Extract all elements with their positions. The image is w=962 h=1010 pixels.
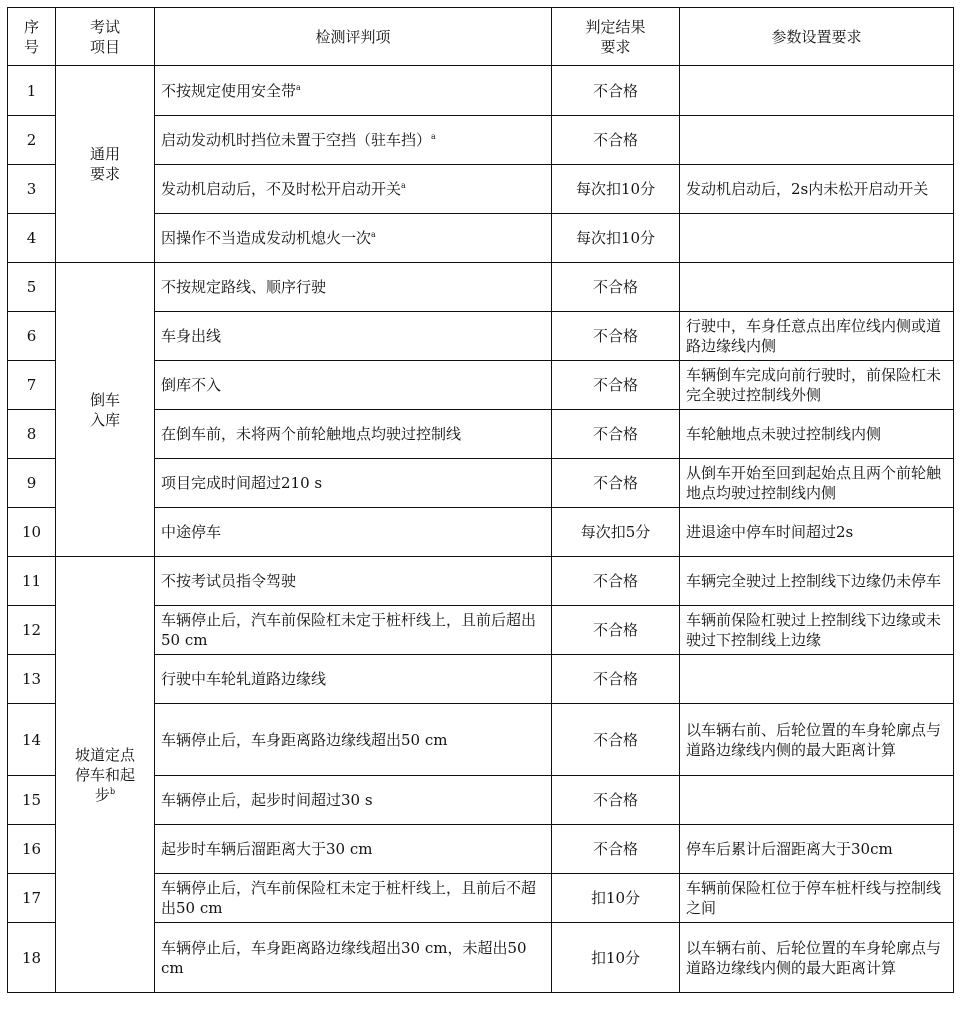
item-text: 倒库不入: [161, 376, 222, 394]
footnote-mark: b: [109, 786, 116, 796]
item-text: 发动机启动后，不及时松开启动开关: [161, 180, 402, 198]
item-text: 项目完成时间超过210 s: [161, 474, 323, 492]
row-number: 6: [8, 312, 56, 361]
params-cell: 进退途中停车时间超过2s: [680, 508, 954, 557]
category-cell: [56, 66, 155, 263]
item-text: 车辆停止后，起步时间超过30 s: [161, 791, 373, 809]
params-cell: 发动机启动后，2s内未松开启动开关: [680, 165, 954, 214]
item-cell: [155, 116, 552, 165]
row-number: 17: [8, 874, 56, 923]
params-cell: 车轮触地点未驶过控制线内侧: [680, 410, 954, 459]
result-cell: 每次扣10分: [552, 214, 680, 263]
item-text: 因操作不当造成发动机熄火一次: [161, 229, 372, 247]
params-cell: 车辆倒车完成向前行驶时，前保险杠未完全驶过控制线外侧: [680, 361, 954, 410]
item-text: 车身出线: [161, 327, 222, 345]
row-number: 8: [8, 410, 56, 459]
item-text: 车辆停止后，汽车前保险杠未定于桩杆线上，且前后超出50 cm: [161, 611, 537, 649]
result-cell: 扣10分: [552, 923, 680, 993]
result-cell: 不合格: [552, 655, 680, 704]
params-cell: [680, 263, 954, 312]
item-text: 中途停车: [161, 523, 222, 541]
header-params: 参数设置要求: [680, 8, 954, 66]
result-cell: 不合格: [552, 66, 680, 116]
footnote-mark: a: [401, 181, 406, 190]
row-number: 7: [8, 361, 56, 410]
footnote-mark: a: [431, 132, 436, 141]
item-cell: [155, 606, 552, 655]
params-cell: [680, 776, 954, 825]
result-cell: 不合格: [552, 361, 680, 410]
header-row: [8, 8, 954, 66]
item-cell: [155, 874, 552, 923]
header-no: 序号: [8, 8, 56, 66]
params-cell: 车辆前保险杠驶过上控制线下边缘或未驶过下控制线上边缘: [680, 606, 954, 655]
item-cell: [155, 263, 552, 312]
category-label: 坡道定点停车和起步$^b$: [74, 745, 135, 804]
category-label: 通用要求: [89, 145, 120, 183]
row-number: 14: [8, 704, 56, 776]
result-cell: 每次扣5分: [552, 508, 680, 557]
item-text: 起步时车辆后溜距离大于30 cm: [161, 840, 373, 858]
item-text: 启动发动机时挡位未置于空挡（驻车挡）: [161, 131, 432, 149]
item-cell: [155, 923, 552, 993]
item-cell: [155, 655, 552, 704]
item-cell: [155, 165, 552, 214]
row-number: 18: [8, 923, 56, 993]
result-cell: 不合格: [552, 410, 680, 459]
item-text: 不按考试员指令驾驶: [161, 572, 297, 590]
item-cell: [155, 66, 552, 116]
item-cell: [155, 214, 552, 263]
exam-criteria-table: [7, 7, 954, 993]
item-cell: [155, 825, 552, 874]
params-cell: 以车辆右前、后轮位置的车身轮廓点与道路边缘线内侧的最大距离计算: [680, 704, 954, 776]
row-number: 11: [8, 557, 56, 606]
result-cell: 不合格: [552, 776, 680, 825]
params-cell: 以车辆右前、后轮位置的车身轮廓点与道路边缘线内侧的最大距离计算: [680, 923, 954, 993]
params-cell: 从倒车开始至回到起始点且两个前轮触地点均驶过控制线内侧: [680, 459, 954, 508]
item-text: 车辆停止后，车身距离路边缘线超出30 cm，未超出50 cm: [161, 938, 527, 977]
item-text: 车辆停止后，汽车前保险杠未定于桩杆线上，且前后不超出50 cm: [161, 879, 537, 917]
item-text: 车辆停止后，车身距离路边缘线超出50 cm: [161, 730, 448, 749]
table-row: [8, 263, 954, 312]
table-row: [8, 557, 954, 606]
header-item: 检测评判项: [155, 8, 552, 66]
row-number: 4: [8, 214, 56, 263]
params-cell: [680, 66, 954, 116]
item-cell: [155, 312, 552, 361]
table-row: [8, 66, 954, 116]
result-cell: 不合格: [552, 825, 680, 874]
result-cell: 不合格: [552, 606, 680, 655]
item-text: 行驶中车轮轧道路边缘线: [161, 670, 327, 688]
row-number: 16: [8, 825, 56, 874]
item-cell: [155, 557, 552, 606]
item-cell: [155, 459, 552, 508]
row-number: 10: [8, 508, 56, 557]
row-number: 1: [8, 66, 56, 116]
result-cell: 扣10分: [552, 874, 680, 923]
params-cell: 停车后累计后溜距离大于30cm: [680, 825, 954, 874]
result-cell: 不合格: [552, 116, 680, 165]
params-cell: 车辆完全驶过上控制线下边缘仍未停车: [680, 557, 954, 606]
item-text: 不按规定使用安全带: [161, 81, 297, 100]
header-category: 考试项目: [56, 8, 155, 66]
params-cell: 车辆前保险杠位于停车桩杆线与控制线之间: [680, 874, 954, 923]
category-label: 倒车入库: [89, 390, 120, 429]
header-result: 判定结果要求: [552, 8, 680, 66]
category-cell: [56, 263, 155, 557]
result-cell: 不合格: [552, 557, 680, 606]
row-number: 2: [8, 116, 56, 165]
row-number: 15: [8, 776, 56, 825]
item-cell: [155, 704, 552, 776]
result-cell: 每次扣10分: [552, 165, 680, 214]
footnote-mark: a: [296, 82, 301, 92]
row-number: 5: [8, 263, 56, 312]
params-cell: [680, 116, 954, 165]
params-cell: [680, 214, 954, 263]
item-text: 在倒车前，未将两个前轮触地点均驶过控制线: [161, 425, 462, 443]
item-cell: [155, 508, 552, 557]
category-cell: [56, 557, 155, 993]
footnote-mark: a: [371, 230, 376, 239]
item-cell: [155, 776, 552, 825]
item-text: 不按规定路线、顺序行驶: [161, 278, 327, 296]
result-cell: 不合格: [552, 263, 680, 312]
row-number: 9: [8, 459, 56, 508]
result-cell: 不合格: [552, 459, 680, 508]
item-cell: [155, 410, 552, 459]
row-number: 13: [8, 655, 56, 704]
result-cell: 不合格: [552, 704, 680, 776]
row-number: 12: [8, 606, 56, 655]
params-cell: [680, 655, 954, 704]
row-number: 3: [8, 165, 56, 214]
item-cell: [155, 361, 552, 410]
params-cell: 行驶中，车身任意点出库位线内侧或道路边缘线内侧: [680, 312, 954, 361]
result-cell: 不合格: [552, 312, 680, 361]
